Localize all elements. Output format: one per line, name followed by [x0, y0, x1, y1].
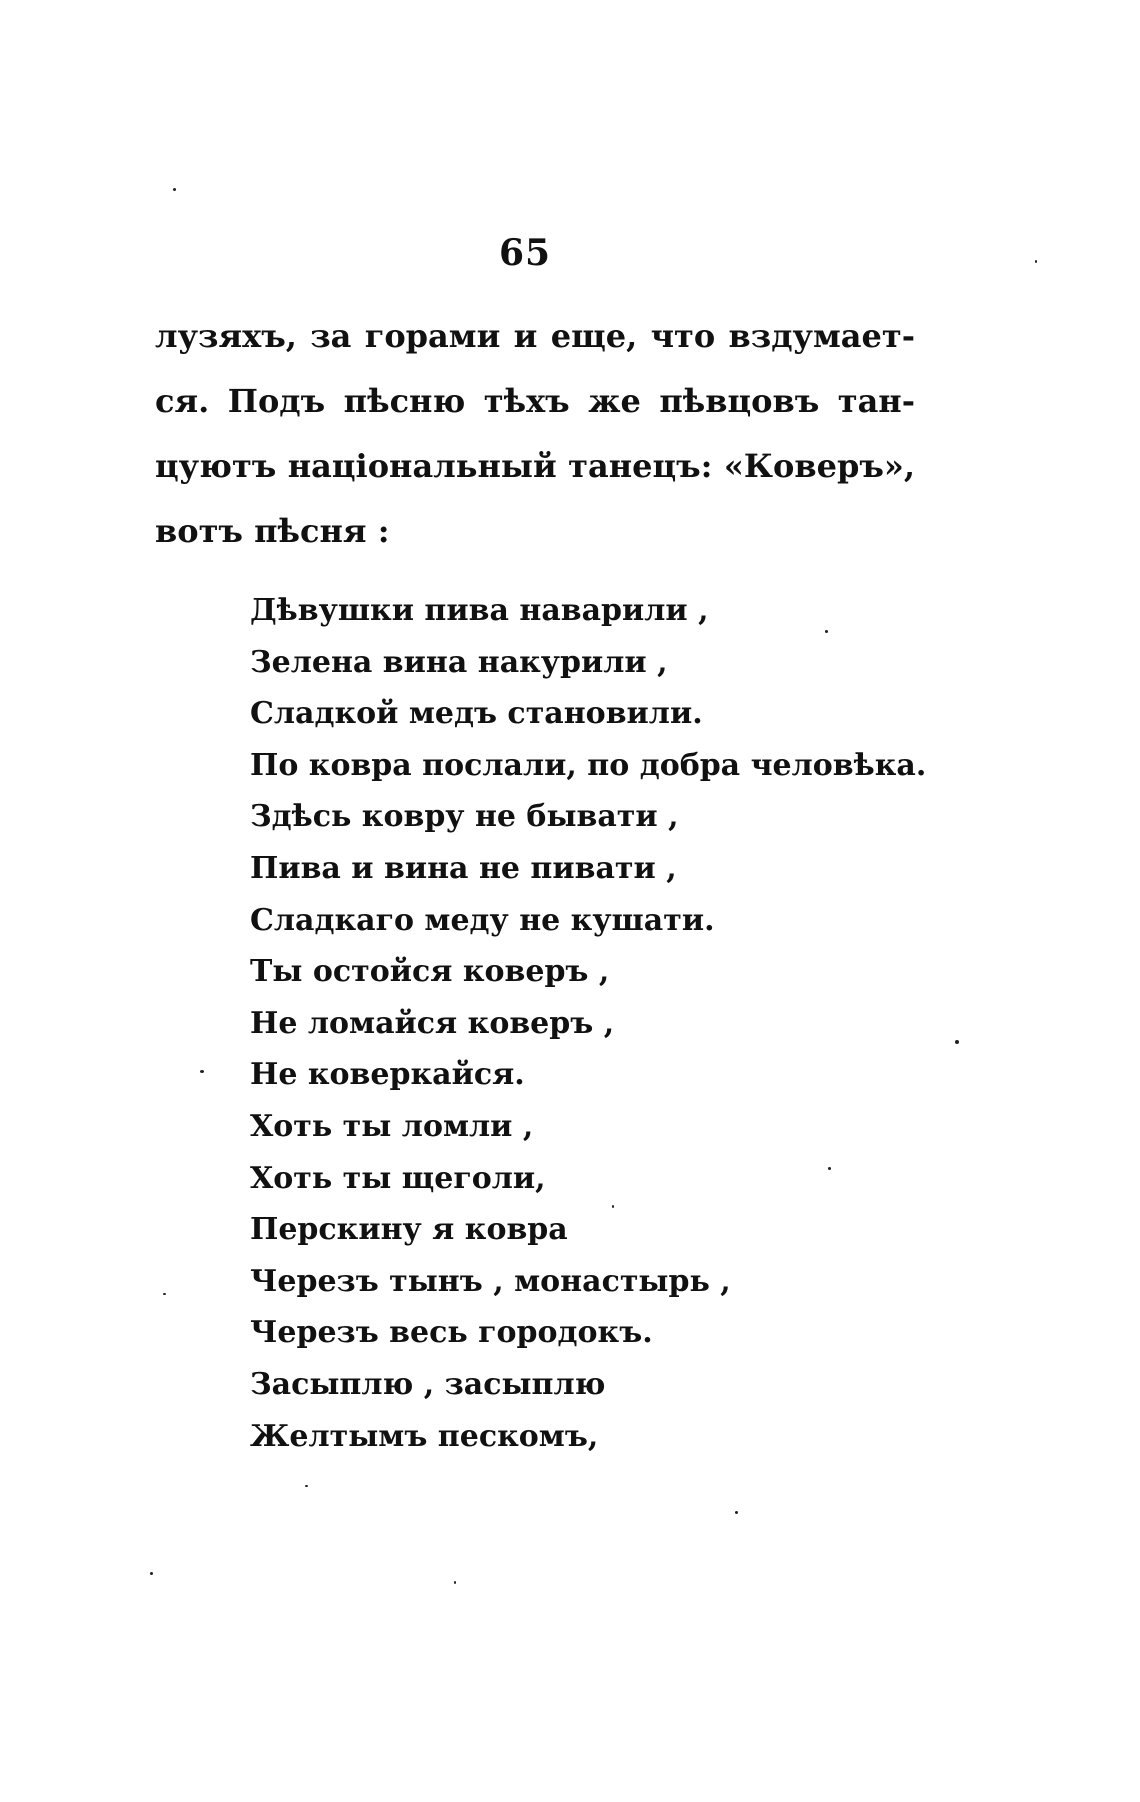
- song-verse: [250, 585, 926, 1462]
- verse-line: Сладкаго меду не кушати.: [250, 902, 715, 938]
- scan-speck: [150, 1572, 153, 1575]
- verse-line: Желтымъ пескомъ,: [250, 1418, 599, 1454]
- scan-speck: [1035, 260, 1037, 263]
- verse-line: Сладкой медъ становили.: [250, 696, 703, 732]
- verse-line: Черезъ весь городокъ.: [250, 1315, 653, 1351]
- prose-line: ся. Подъ пѣсню тѣхъ же пѣвцовъ тан-: [155, 382, 915, 420]
- verse-line: Засыплю , засыплю: [250, 1366, 606, 1402]
- scan-speck: [955, 1040, 959, 1044]
- scan-speck: [454, 1581, 456, 1584]
- verse-line: Черезъ тынъ , монастырь ,: [250, 1263, 731, 1299]
- scan-speck: [200, 1070, 204, 1073]
- prose-paragraph: [155, 304, 915, 564]
- scan-speck: [612, 1205, 614, 1208]
- scan-speck: [305, 1485, 308, 1487]
- scan-speck: [163, 1293, 166, 1295]
- prose-line: вотъ пѣсня :: [155, 512, 390, 550]
- prose-line: цуютъ національный танецъ: «Коверъ»,: [155, 447, 915, 485]
- verse-line: По ковра послали, по добра человѣка.: [250, 747, 927, 783]
- verse-line: Не ломайся коверъ ,: [250, 1005, 615, 1041]
- page-number: 65: [498, 232, 552, 274]
- verse-line: Зелена вина накурили ,: [250, 644, 668, 680]
- verse-line: Дѣвушки пива наварили ,: [250, 593, 709, 628]
- scan-speck: [173, 188, 176, 191]
- prose-line: лузяхъ, за горами и еще, что вздумает-: [155, 317, 915, 355]
- verse-line: Пива и вина не пивати ,: [250, 850, 677, 886]
- verse-line: Ты остойся коверъ ,: [250, 954, 610, 990]
- verse-line: Перскину я ковра: [250, 1212, 568, 1248]
- scan-speck: [828, 1167, 831, 1170]
- scan-speck: [735, 1511, 738, 1514]
- verse-line: Не коверкайся.: [250, 1057, 525, 1093]
- verse-line: Хоть ты ломли ,: [250, 1108, 534, 1144]
- verse-line: Хоть ты щеголи,: [250, 1160, 546, 1196]
- scan-speck: [825, 630, 828, 633]
- verse-line: Здѣсь ковру не бывати ,: [250, 799, 679, 835]
